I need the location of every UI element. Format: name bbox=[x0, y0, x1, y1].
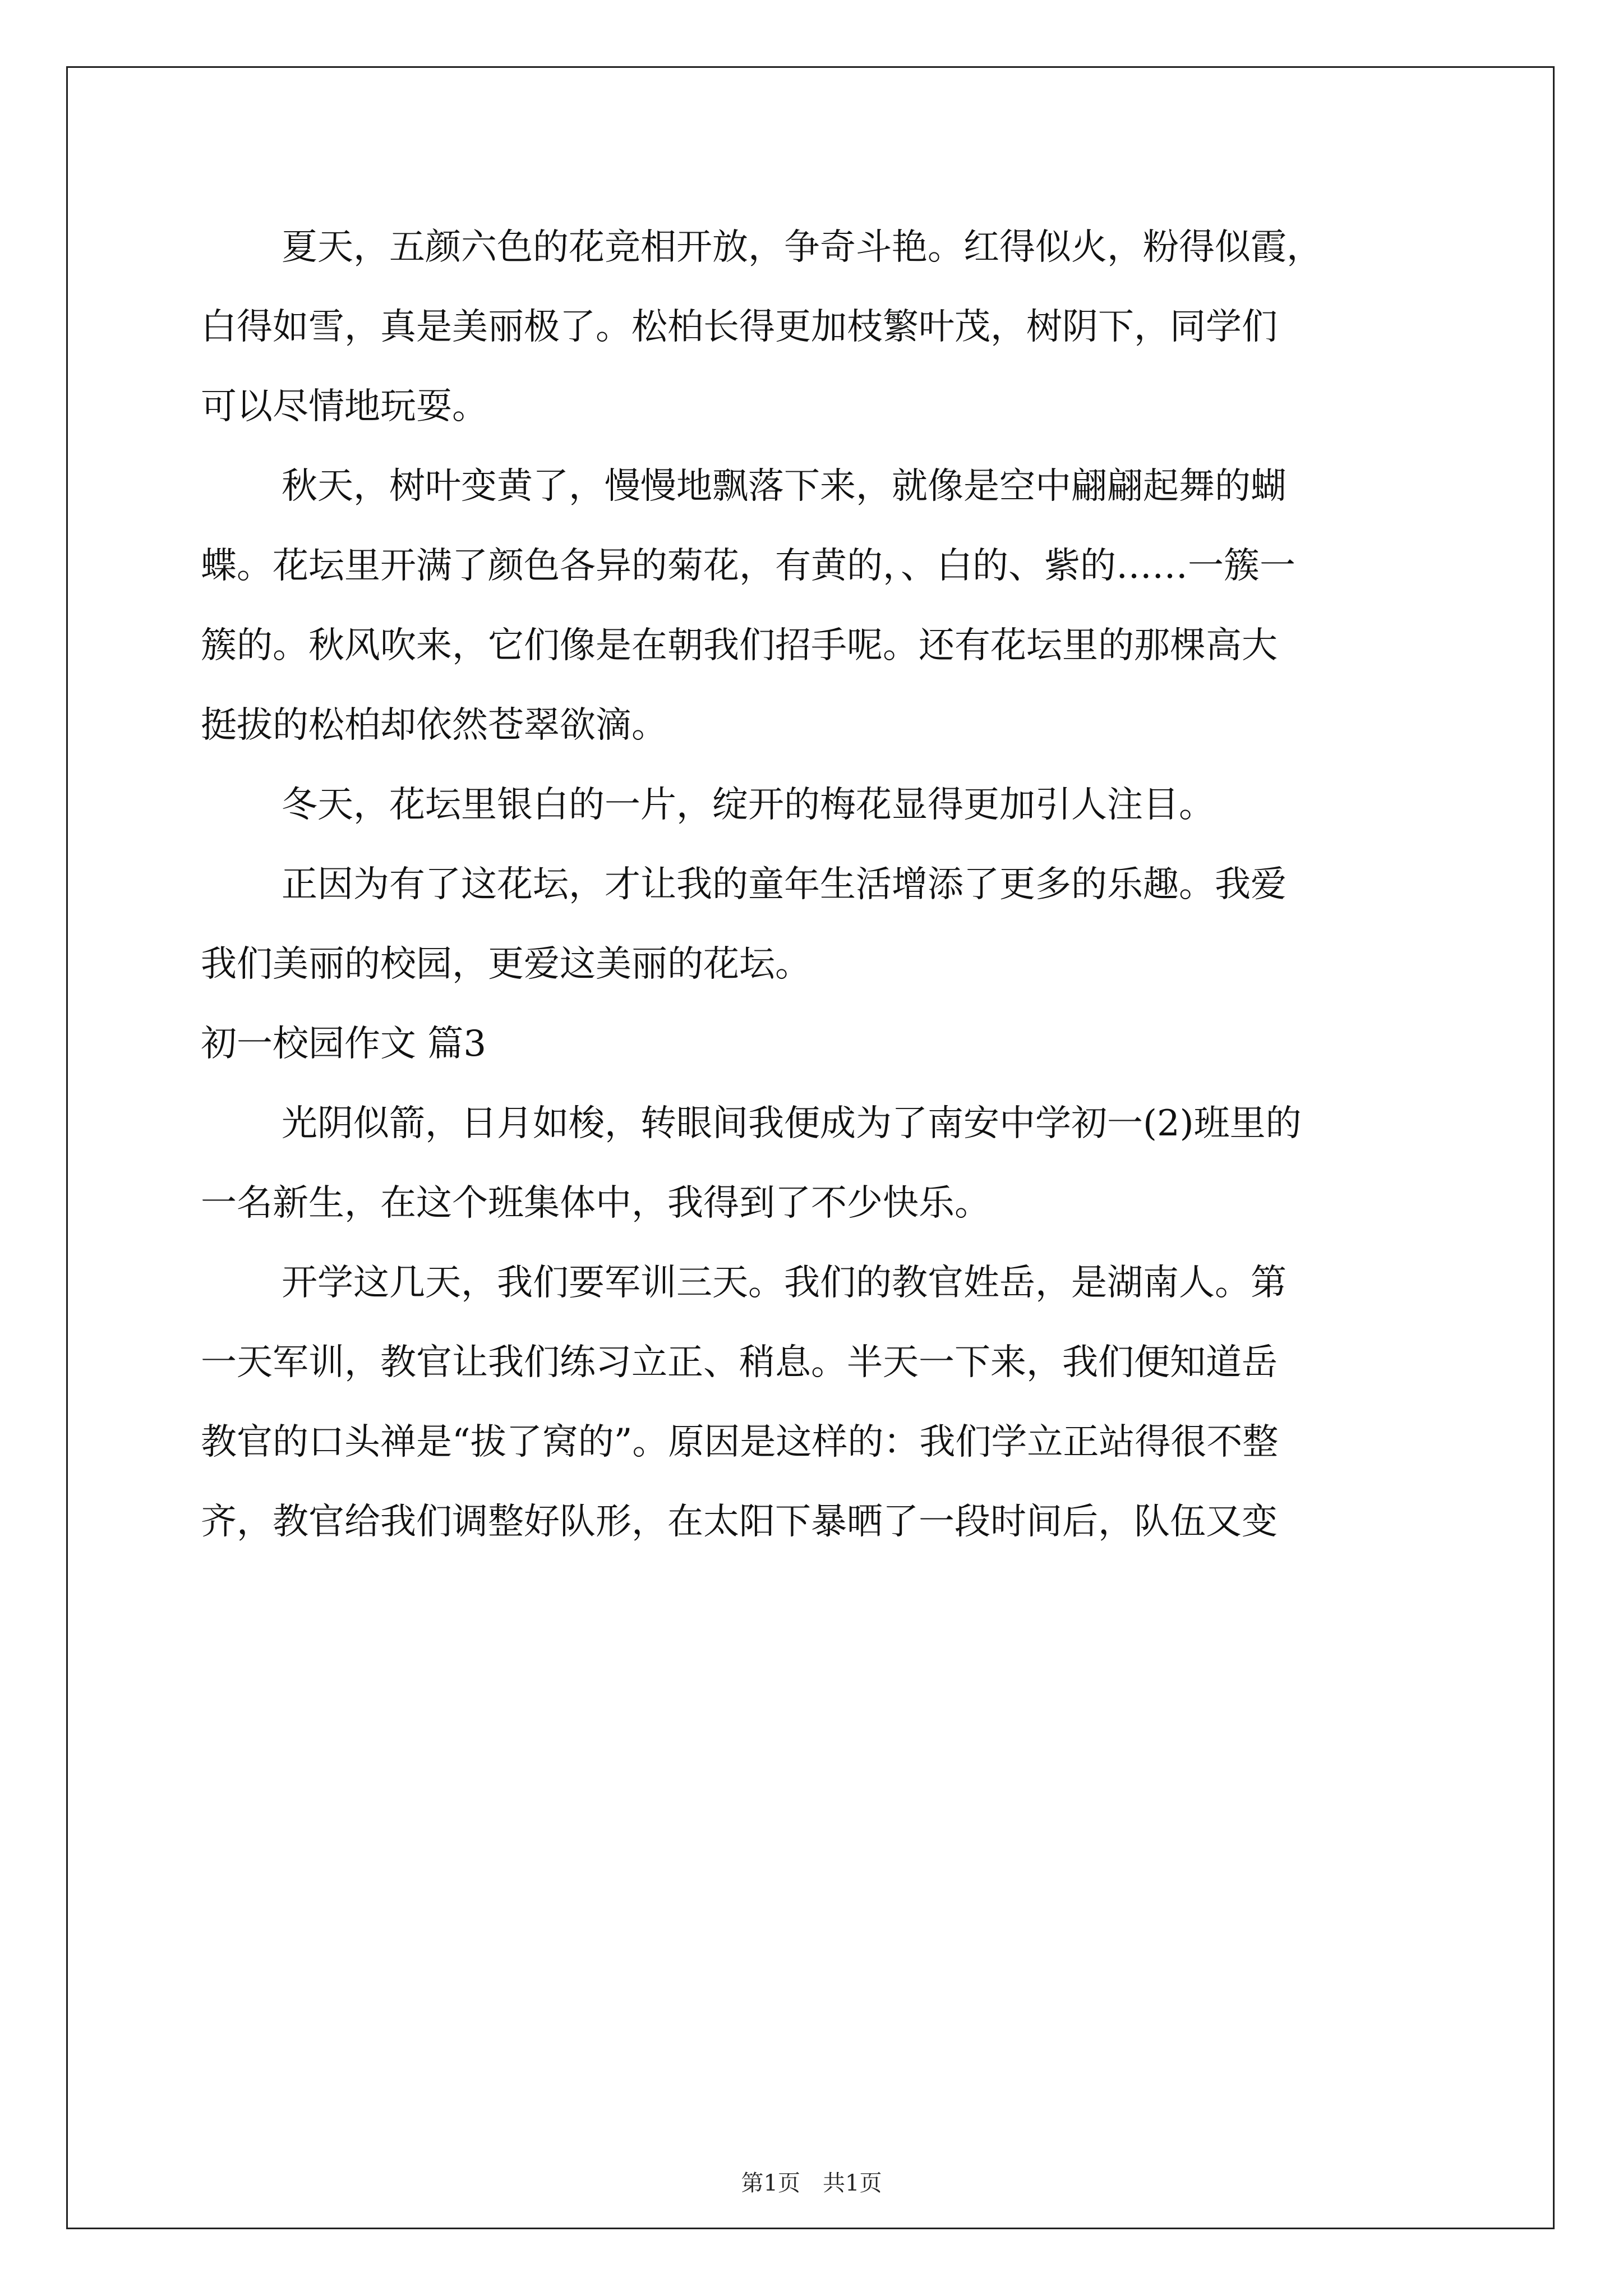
document-body bbox=[201, 208, 1491, 1562]
text-line: 蝶。花坛里开满了颜色各异的菊花，有黄的，、白的、紫的……一簇一 bbox=[201, 545, 1295, 587]
paragraph-military-training bbox=[201, 1243, 1491, 1562]
text-line: 冬天，花坛里银白的一片，绽开的梅花显得更加引人注目。 bbox=[282, 784, 1215, 826]
text-line: 我们美丽的校园，更爱这美丽的花坛。 bbox=[201, 944, 811, 985]
text-line: 秋天，树叶变黄了，慢慢地飘落下来，就像是空中翩翩起舞的蝴 bbox=[282, 466, 1287, 507]
section-heading: 初一校园作文 篇3 bbox=[201, 1023, 487, 1065]
text-line: 光阴似箭，日月如梭，转眼间我便成为了南安中学初一(2)班里的 bbox=[282, 1103, 1302, 1144]
text-line: 一天军训，教官让我们练习立正、稍息。半天一下来，我们便知道岳 bbox=[201, 1342, 1278, 1383]
paragraph-summer bbox=[201, 208, 1491, 447]
paragraph-intro bbox=[201, 1084, 1491, 1243]
paragraph-conclusion bbox=[201, 845, 1491, 1004]
text-line: 可以尽情地玩耍。 bbox=[201, 386, 488, 427]
text-line: 正因为有了这花坛，才让我的童年生活增添了更多的乐趣。我爱 bbox=[282, 864, 1287, 905]
page-footer: 第1页 共1页 bbox=[741, 2170, 882, 2196]
text-line: 教官的口头禅是“拔了窝的”。原因是这样的：我们学立正站得很不整 bbox=[201, 1421, 1279, 1463]
paragraph-winter bbox=[201, 765, 1491, 845]
text-line: 开学这几天，我们要军训三天。我们的教官姓岳，是湖南人。第 bbox=[282, 1262, 1287, 1304]
text-line: 齐，教官给我们调整好队形，在太阳下暴晒了一段时间后，队伍又变 bbox=[201, 1501, 1278, 1543]
text-line: 夏天，五颜六色的花竞相开放，争奇斗艳。红得似火，粉得似霞， bbox=[282, 227, 1322, 268]
text-line: 白得如雪，真是美丽极了。松柏长得更加枝繁叶茂，树阴下，同学们 bbox=[201, 306, 1278, 348]
text-line: 一名新生，在这个班集体中，我得到了不少快乐。 bbox=[201, 1182, 990, 1224]
text-line: 簇的。秋风吹来，它们像是在朝我们招手呢。还有花坛里的那棵高大 bbox=[201, 625, 1278, 666]
paragraph-autumn bbox=[201, 447, 1491, 765]
text-line: 挺拔的松柏却依然苍翠欲滴。 bbox=[201, 705, 667, 746]
